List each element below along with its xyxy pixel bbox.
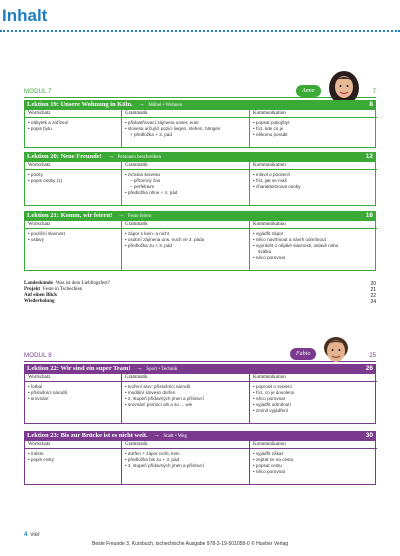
extras-label: Wiederholung — [24, 299, 55, 304]
lesson-page: 30 — [365, 432, 373, 439]
lesson-title: Lektion 20: Neue Freunde! — [27, 153, 102, 160]
lesson-topic: Feste feiern — [128, 214, 152, 219]
arrow-icon: → — [136, 365, 143, 372]
lesson-title: Lektion 23: Bis zur Brücke ist es nicht weit. — [27, 432, 148, 439]
lesson-table — [24, 162, 376, 206]
column-header: Wortschatz — [25, 110, 121, 118]
list-item: • pouliční slavnost — [28, 231, 65, 236]
lesson-title-bar — [24, 211, 376, 221]
list-item: • popsat cestu — [253, 463, 282, 468]
column-header: Grammatik — [122, 162, 249, 170]
extras-label: Landeskunde — [24, 281, 53, 286]
list-item: • zeptat se na cestu — [253, 457, 294, 462]
lesson-title-bar — [24, 431, 376, 441]
module-page: 25 — [369, 353, 376, 359]
kommunikation-column — [249, 374, 377, 423]
list-item: • vyjádřit zákaz — [253, 451, 284, 456]
kommunikation-column — [249, 441, 377, 484]
lesson-topic: Stadt • Weg — [163, 434, 187, 439]
list-item: • něco navrhnout a návrh odmítnout — [253, 237, 326, 242]
list-item: • popis osoby (1) — [28, 178, 63, 183]
footer-page-number — [24, 532, 40, 538]
list-item: • pocity — [28, 172, 43, 177]
list-item: • vyjádřit zápor — [253, 231, 284, 236]
lesson-title-bar — [24, 364, 376, 374]
list-item: • předložka ohne + 4. pád — [125, 190, 178, 195]
page-word: vier — [30, 532, 41, 538]
list-item: svátku — [258, 249, 272, 254]
list-item: • 3. stupeň přídavných jmen a příslovcí — [125, 463, 204, 468]
list-item: • vyjádřit odmítnutí — [253, 402, 291, 407]
extras-page: 20 — [370, 281, 376, 287]
list-item: • zvratná slovesa — [125, 172, 160, 177]
list-item: • říct, co je dovoleno — [253, 390, 295, 395]
column-header: Wortschatz — [25, 441, 121, 449]
character-name-badge: Fabio — [290, 348, 316, 360]
list-item: • přivlastňovací zájmena unser, euer — [125, 120, 199, 125]
list-item: • slovesa určující pozici liegen, stehen, hängen — [125, 126, 221, 131]
footer-publisher-note: Beste Freunde 3, Kursbuch, tschechische Ausgabe 978-3-19-501058-0 © Hueber Verlag — [92, 541, 289, 547]
arrow-icon: → — [138, 101, 145, 108]
extras-page: 21 — [370, 287, 376, 293]
wortschatz-column — [25, 374, 121, 423]
title-dotted-rule — [0, 30, 400, 32]
column-header: Kommunikation — [250, 441, 377, 449]
grammatik-column — [121, 110, 249, 147]
list-item: + předložka + 3. pád — [130, 132, 172, 137]
list-item: – perfektum — [130, 184, 155, 189]
page-title: Inhalt — [2, 6, 48, 25]
column-header: Kommunikation — [250, 374, 377, 382]
lesson-title: Lektion 19: Unsere Wohnung in Köln. — [27, 101, 133, 108]
list-item: • popis cesty — [28, 457, 54, 462]
extras-row — [24, 299, 376, 305]
column-header: Grammatik — [122, 441, 249, 449]
grammatik-column — [121, 221, 249, 270]
lesson-table — [24, 441, 376, 485]
list-item: • poprosit o svolení — [253, 384, 292, 389]
column-header: Grammatik — [122, 374, 249, 382]
list-item: • osobní zájmena uns, euch ve 3. pádu — [125, 237, 205, 242]
grammatik-column — [121, 162, 249, 205]
list-item: • mluvit o pocitech — [253, 172, 291, 177]
list-item: • příslušníci národů — [28, 390, 68, 395]
column-header: Wortschatz — [25, 374, 121, 382]
column-header: Kommunikation — [250, 162, 377, 170]
list-item: • charakterizovat osoby — [253, 184, 301, 189]
extras-page: 22 — [370, 293, 376, 299]
column-header: Wortschatz — [25, 162, 121, 170]
list-item: • fotbal — [28, 384, 43, 389]
lesson-page: 16 — [365, 212, 373, 219]
character-name-badge: Anna — [296, 85, 321, 97]
lesson-topic: Sport • Technik — [146, 367, 178, 372]
lesson-page: 26 — [365, 365, 373, 372]
list-item: • nábytek a zařízení — [28, 120, 69, 125]
lesson-topic: Möbel • Wohnen — [148, 103, 183, 108]
lesson-topic: Personen beschreiben — [117, 155, 162, 160]
lesson-page: 8 — [369, 101, 373, 108]
list-item: • oslavy — [28, 237, 44, 242]
list-item: • vyprávět o nějaké slavnosti, oslavě nebo — [253, 243, 339, 248]
list-item: • předložka zu + 3. pád — [125, 243, 172, 248]
column-header: Grammatik — [122, 221, 249, 229]
module-page: 7 — [372, 89, 376, 95]
lesson-title: Lektion 21: Komm, wir feiern! — [27, 212, 113, 219]
wortschatz-column — [25, 162, 121, 205]
list-item: • něco porovnat — [253, 396, 285, 401]
page-number: 4 — [24, 532, 28, 538]
module-label: MODUL 8 — [24, 353, 52, 359]
list-item: • modální sloveso dürfen — [125, 390, 176, 395]
lesson-22 — [24, 364, 376, 424]
column-header: Wortschatz — [25, 221, 121, 229]
lesson-title-bar — [24, 152, 376, 162]
grammatik-column — [121, 441, 249, 484]
kommunikation-column — [249, 221, 377, 270]
lesson-page: 12 — [365, 153, 373, 160]
list-item: • popis bytu — [28, 126, 52, 131]
kommunikation-column — [249, 110, 377, 147]
lesson-title-bar — [24, 100, 376, 110]
lesson-table — [24, 110, 376, 148]
list-item: • město — [28, 451, 44, 456]
list-item: • zápor s kein- a nicht — [125, 231, 169, 236]
grammatik-column — [121, 374, 249, 423]
wortschatz-column — [25, 441, 121, 484]
list-item: • dürfen + zápor nicht, kein — [125, 451, 180, 456]
lesson-23 — [24, 431, 376, 485]
list-item: • srovnání — [28, 396, 49, 401]
list-item: • něco porovnat — [253, 469, 285, 474]
lesson-table — [24, 221, 376, 271]
module-label: MODUL 7 — [24, 89, 52, 95]
column-header: Grammatik — [122, 110, 249, 118]
lesson-21 — [24, 211, 376, 271]
lesson-table — [24, 374, 376, 424]
list-item: • říct, jak se máš — [253, 178, 287, 183]
list-item: • předložka bis zu + 3. pád — [125, 457, 180, 462]
list-item: • zmínit vyjádření — [253, 408, 289, 413]
lesson-title: Lektion 22: Wir sind ein super Team! — [27, 365, 131, 372]
list-item: • říct, kde co je — [253, 126, 284, 131]
list-item: – přítomný čas — [130, 178, 161, 183]
kommunikation-column — [249, 162, 377, 205]
list-item: • tvoření slov: příslušníci národů — [125, 384, 191, 389]
extras-page: 24 — [370, 299, 376, 305]
column-header: Kommunikation — [250, 110, 377, 118]
wortschatz-column — [25, 221, 121, 270]
list-item: • někomu poradit — [253, 132, 288, 137]
list-item: • srovnání pomocí als a so ... wie — [125, 402, 193, 407]
extras-text: Feste in Tschechien — [43, 287, 83, 292]
extras-label: Auf einen Blick — [24, 293, 58, 298]
arrow-icon: → — [117, 212, 125, 219]
lesson-20 — [24, 152, 376, 206]
arrow-icon: → — [107, 153, 114, 160]
extras-text: Was ist dein Lieblingsfest? — [55, 281, 110, 286]
wortschatz-column — [25, 110, 121, 147]
list-item: • něco porovnat — [253, 255, 285, 260]
extras-label: Projekt — [24, 287, 41, 292]
module-7-extras — [24, 281, 376, 305]
column-header: Kommunikation — [250, 221, 377, 229]
lesson-19 — [24, 100, 376, 148]
arrow-icon: → — [153, 432, 160, 439]
list-item: • popsat pokoj/byt — [253, 120, 290, 125]
list-item: • 2. stupeň přídavných jmen a příslovcí — [125, 396, 204, 401]
